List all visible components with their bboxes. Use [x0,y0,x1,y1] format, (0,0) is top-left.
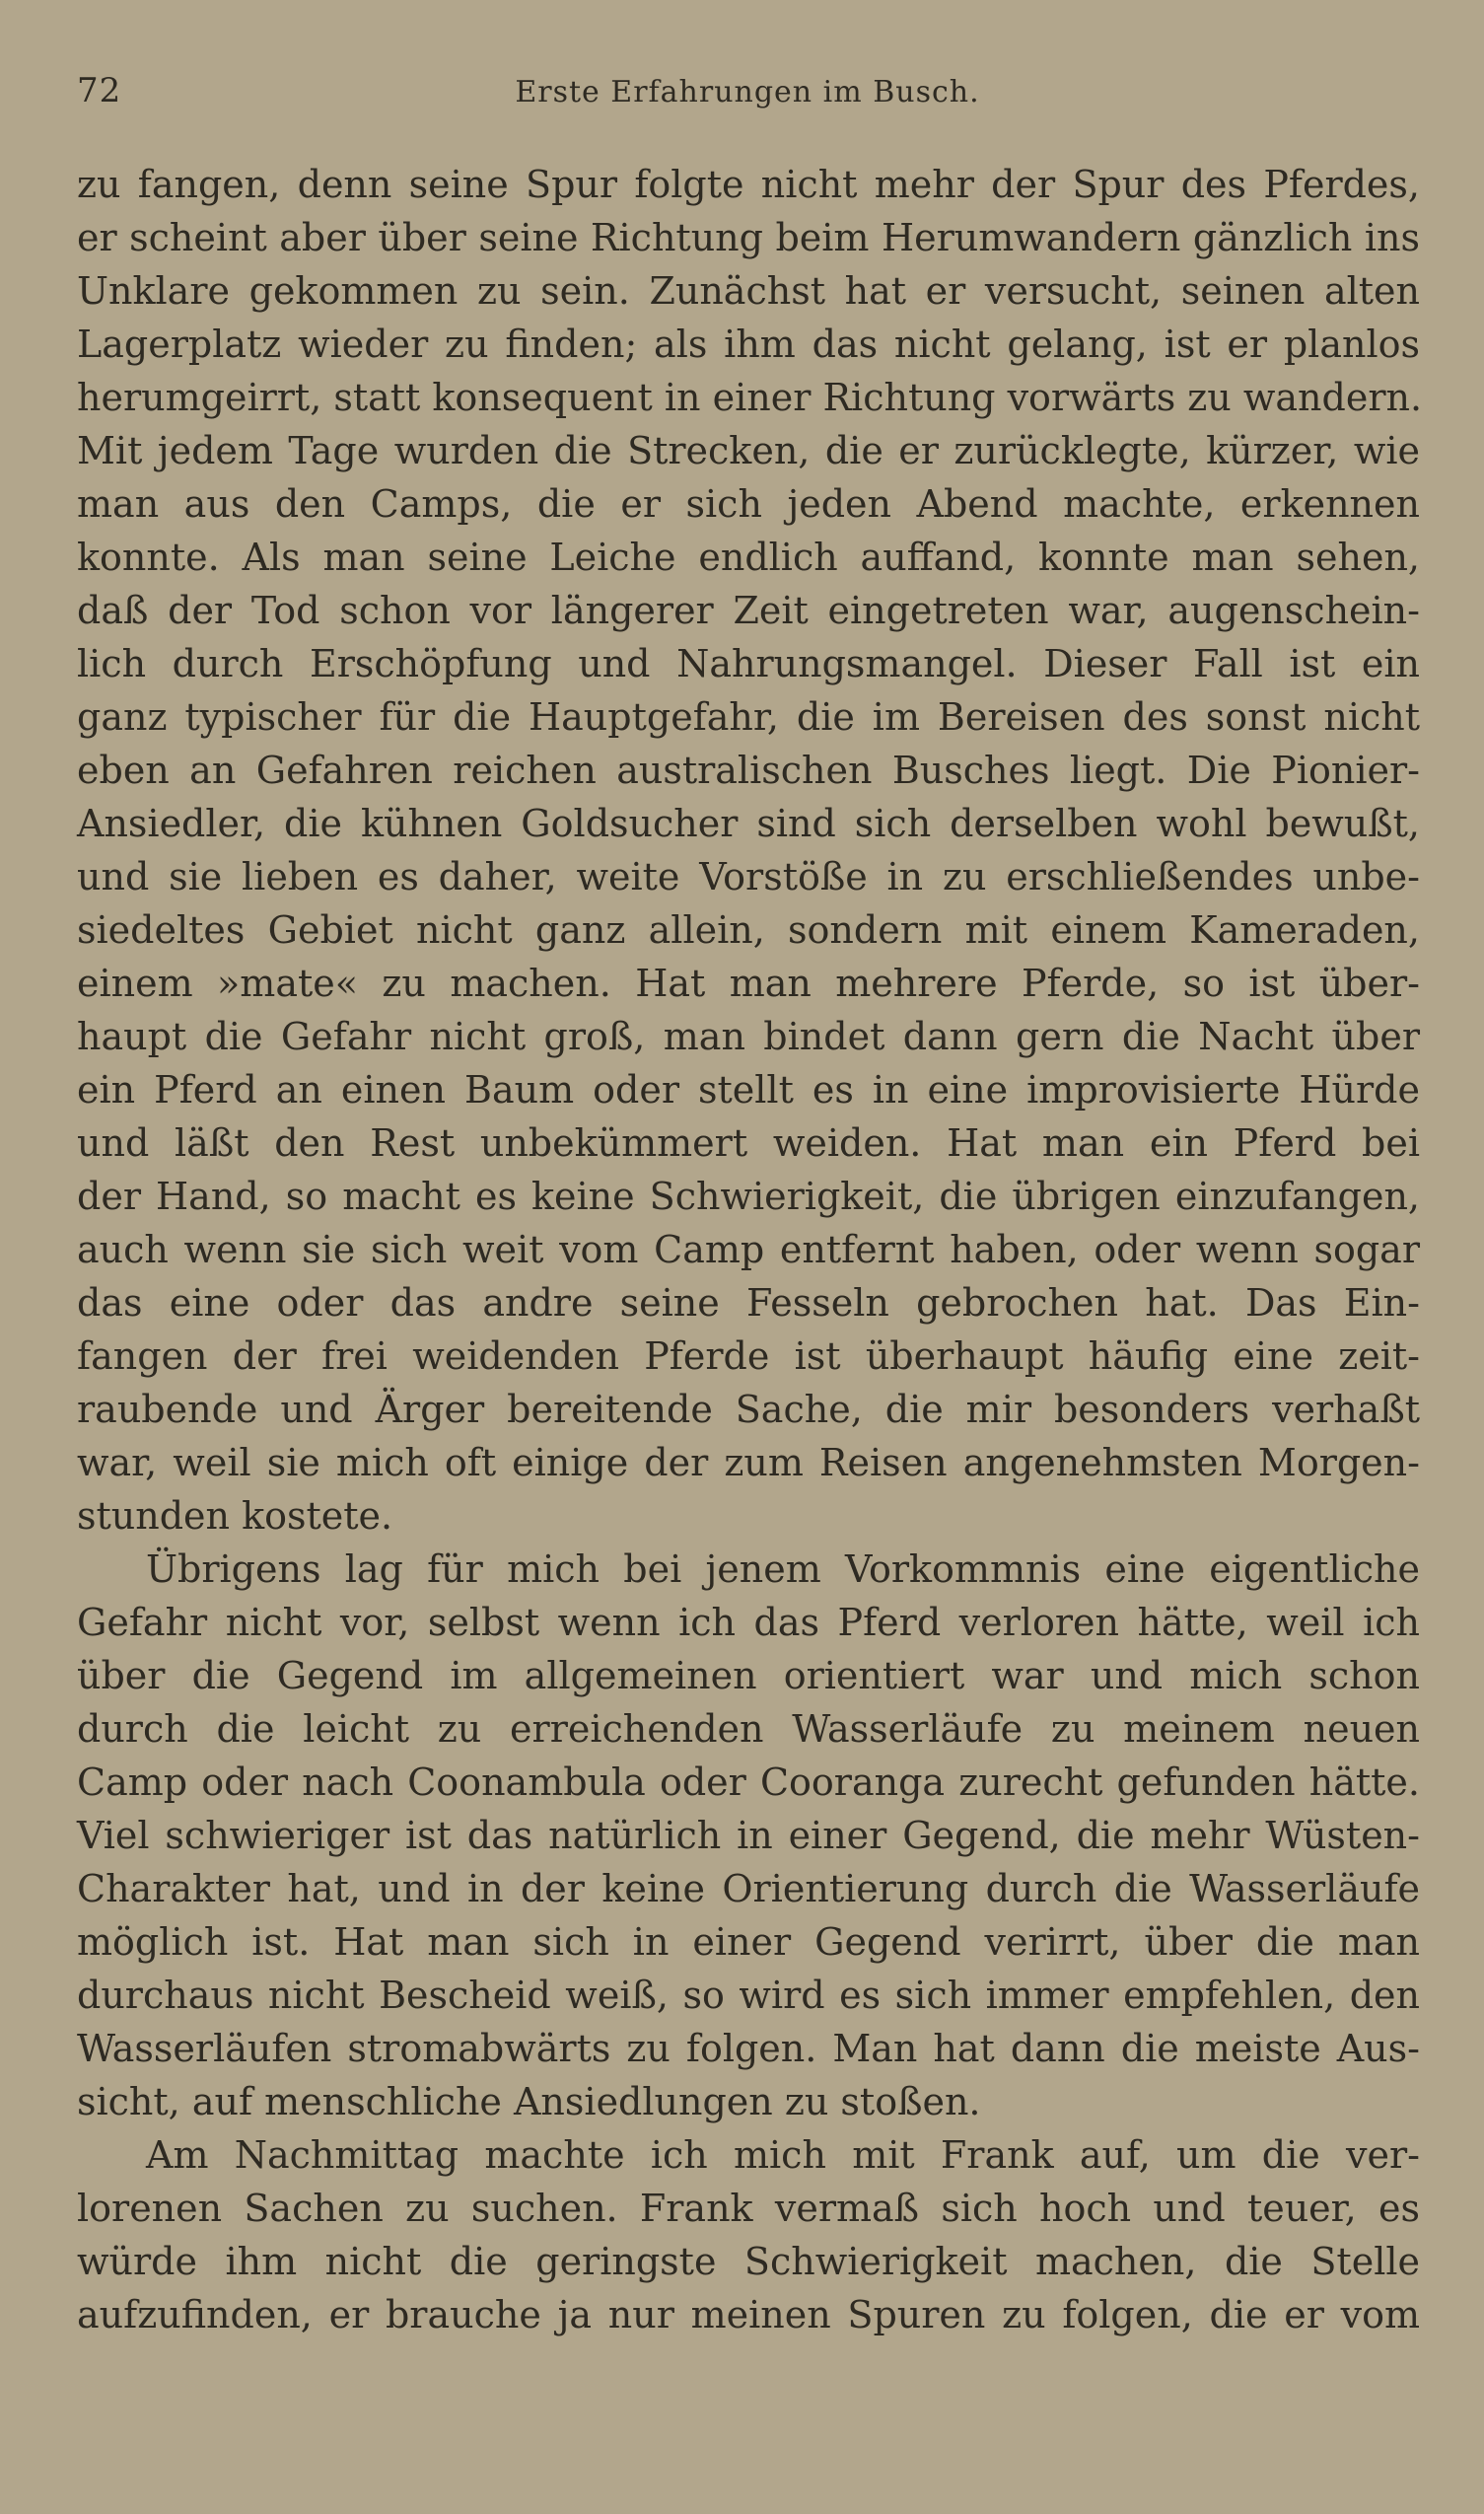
text-line: einem »mate« zu machen. Hat man mehrere Pferde, so ist über- [77,962,1420,1005]
text-line: durchaus nicht Bescheid weiß, so wird es sich immer empfehlen, den [77,1974,1420,2017]
text-line: ganz typischer für die Hauptgefahr, die im Bereisen des sonst nicht [77,695,1420,739]
text-line: und läßt den Rest unbekümmert weiden. Hat man ein Pferd bei [77,1121,1420,1165]
text-line: Unklare gekommen zu sein. Zunächst hat er versucht, seinen alten [77,269,1420,313]
text-line: war, weil sie mich oft einige der zum Reisen angenehmsten Morgen- [77,1441,1420,1484]
page-header [77,71,1418,120]
text-line: Gefahr nicht vor, selbst wenn ich das Pferd verloren hätte, weil ich [77,1601,1420,1644]
text-line: Am Nachmittag machte ich mich mit Frank auf, um die ver- [146,2133,1420,2177]
text-line: möglich ist. Hat man sich in einer Gegend verirrt, über die man [77,1920,1420,1964]
text-line: er scheint aber über seine Richtung beim Herumwandern gänzlich ins [77,216,1420,259]
text-line: herumgeirrt, statt konsequent in einer Richtung vorwärts zu wandern. [77,376,1423,419]
text-line: lorenen Sachen zu suchen. Frank vermaß sich hoch und teuer, es [77,2187,1420,2230]
text-line: stunden kostete. [77,1494,393,1538]
text-line: Übrigens lag für mich bei jenem Vorkommnis eine eigentliche [146,1547,1420,1591]
text-line: fangen der frei weidenden Pferde ist überhaupt häufig eine zeit- [77,1334,1420,1378]
page-number: 72 [77,71,122,110]
text-line: durch die leicht zu erreichenden Wasserläufe zu meinem neuen [77,1707,1420,1751]
text-line: über die Gegend im allgemeinen orientiert war und mich schon [77,1654,1420,1697]
text-line: zu fangen, denn seine Spur folgte nicht mehr der Spur des Pferdes, [77,163,1420,206]
text-line: konnte. Als man seine Leiche endlich auffand, konnte man sehen, [77,536,1420,579]
text-line: Lagerplatz wieder zu finden; als ihm das nicht gelang, ist er planlos [77,323,1420,366]
text-line: auch wenn sie sich weit vom Camp entfernt haben, oder wenn sogar [77,1228,1420,1271]
body-text [77,158,1423,2341]
text-line: aufzufinden, er brauche ja nur meinen Spuren zu folgen, die er vom [77,2293,1420,2336]
text-line: raubende und Ärger bereitende Sache, die mir besonders verhaßt [77,1388,1420,1431]
text-line: Wasserläufen stromabwärts zu folgen. Man hat dann die meiste Aus- [77,2027,1420,2070]
text-line: Camp oder nach Coonambula oder Cooranga zurecht gefunden hätte. [77,1760,1420,1804]
text-line: das eine oder das andre seine Fesseln gebrochen hat. Das Ein- [77,1281,1420,1325]
text-line: und sie lieben es daher, weite Vorstöße in zu erschließendes unbe- [77,855,1420,898]
text-line: siedeltes Gebiet nicht ganz allein, sondern mit einem Kameraden, [77,908,1420,952]
text-line: Ansiedler, die kühnen Goldsucher sind sich derselben wohl bewußt, [77,802,1420,845]
text-line: ein Pferd an einen Baum oder stellt es in eine improvisierte Hürde [77,1068,1420,1112]
text-line: der Hand, so macht es keine Schwierigkeit, die übrigen einzufangen, [77,1175,1420,1218]
text-line: daß der Tod schon vor längerer Zeit eingetreten war, augenschein- [77,589,1420,632]
running-head: Erste Erfahrungen im Busch. [515,75,980,109]
text-line: Viel schwieriger ist das natürlich in einer Gegend, die mehr Wüsten- [77,1814,1420,1857]
text-line: lich durch Erschöpfung und Nahrungsmangel. Dieser Fall ist ein [77,642,1420,685]
text-line: Mit jedem Tage wurden die Strecken, die er zurücklegte, kürzer, wie [77,429,1420,472]
text-line: würde ihm nicht die geringste Schwierigkeit machen, die Stelle [77,2240,1420,2283]
text-line: Charakter hat, und in der keine Orientierung durch die Wasserläufe [77,1867,1420,1910]
text-line: sicht, auf menschliche Ansiedlungen zu stoßen. [77,2080,981,2123]
text-line: eben an Gefahren reichen australischen Busches liegt. Die Pionier- [77,749,1420,792]
text-line: haupt die Gefahr nicht groß, man bindet dann gern die Nacht über [77,1015,1420,1058]
text-line: man aus den Camps, die er sich jeden Abend machte, erkennen [77,482,1420,526]
